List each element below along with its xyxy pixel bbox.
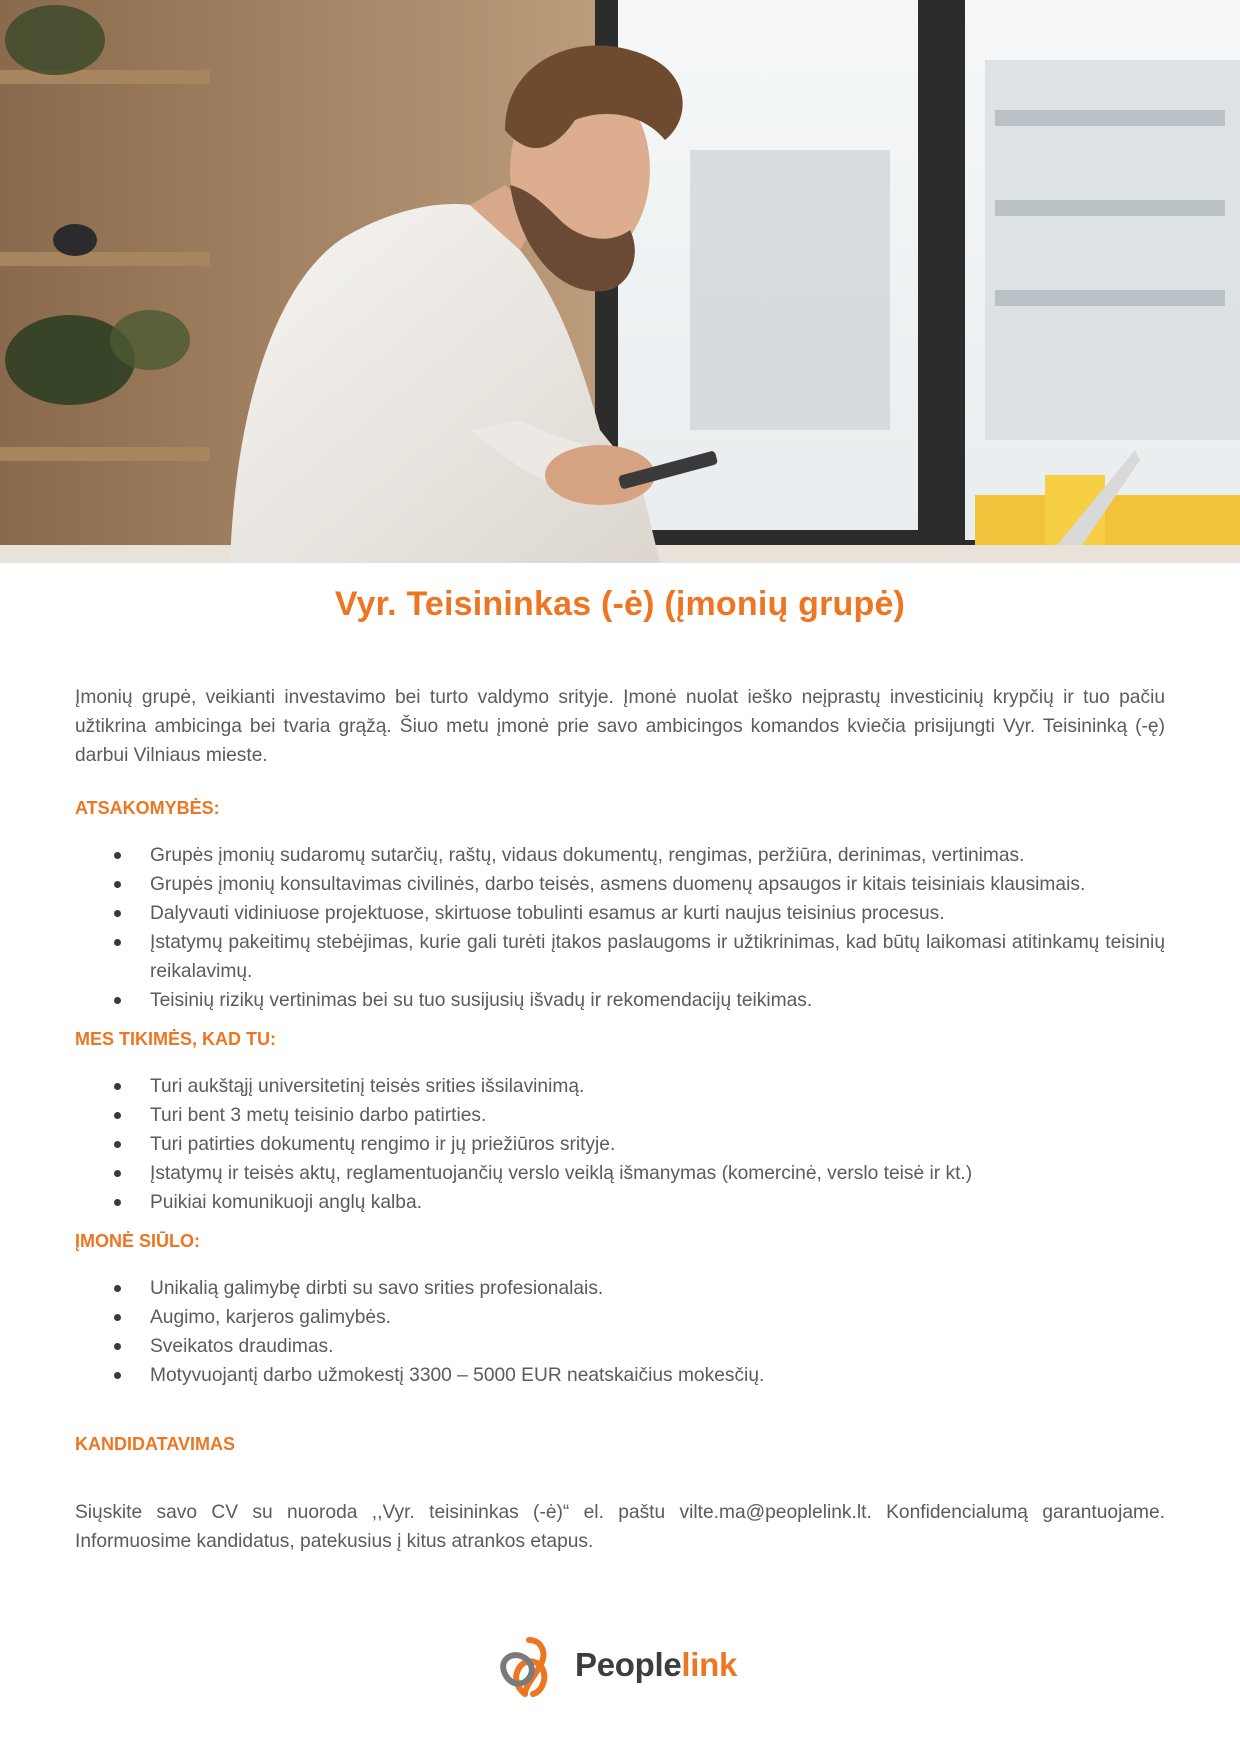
bullet-icon bbox=[114, 1141, 121, 1148]
section-requirements bbox=[75, 1025, 1165, 1217]
list-item: Turi bent 3 metų teisinio darbo patirties. bbox=[75, 1101, 1165, 1130]
peoplelink-logo bbox=[495, 1634, 755, 1700]
bullet-icon bbox=[114, 1112, 121, 1119]
list-item: Grupės įmonių sudaromų sutarčių, raštų, vidaus dokumentų, rengimas, peržiūra, derinimas, vertinimas. bbox=[75, 841, 1165, 870]
job-title: Vyr. Teisininkas (-ė) (įmonių grupė) bbox=[334, 585, 906, 623]
bullet-list bbox=[75, 841, 1165, 1015]
logo-wordmark: Peoplelink bbox=[575, 1646, 738, 1683]
peoplelink-logo-icon bbox=[495, 1634, 565, 1700]
list-item: Teisinių rizikų vertinimas bei su tuo susijusių išvadų ir rekomendacijų teikimas. bbox=[75, 986, 1165, 1015]
bullet-icon bbox=[114, 910, 121, 917]
list-item: Puikiai komunikuoji anglų kalba. bbox=[75, 1188, 1165, 1217]
list-item: Dalyvauti vidiniuose projektuose, skirtuose tobulinti esamus ar kurti naujus teisinius procesus. bbox=[75, 899, 1165, 928]
bullet-icon bbox=[114, 1285, 121, 1292]
bullet-icon bbox=[114, 1170, 121, 1177]
bullet-icon bbox=[114, 1083, 121, 1090]
list-item: Augimo, karjeros galimybės. bbox=[75, 1303, 1165, 1332]
list-item: Įstatymų ir teisės aktų, reglamentuojančių verslo veiklą išmanymas (komercinė, verslo teisė ir kt.) bbox=[75, 1159, 1165, 1188]
section-offer bbox=[75, 1227, 1165, 1390]
bullet-icon bbox=[114, 1314, 121, 1321]
bullet-icon bbox=[114, 997, 121, 1004]
list-item: Unikalią galimybę dirbti su savo srities profesionalais. bbox=[75, 1274, 1165, 1303]
bullet-list bbox=[75, 1274, 1165, 1390]
list-item: Sveikatos draudimas. bbox=[75, 1332, 1165, 1361]
bullet-icon bbox=[114, 1372, 121, 1379]
list-item: Turi patirties dokumentų rengimo ir jų priežiūros srityje. bbox=[75, 1130, 1165, 1159]
section-heading: ĮMONĖ SIŪLO: bbox=[75, 1231, 200, 1251]
bullet-icon bbox=[114, 1199, 121, 1206]
apply-heading: KANDIDATAVIMAS bbox=[75, 1434, 235, 1454]
list-item: Įstatymų pakeitimų stebėjimas, kurie gali turėti įtakos paslaugoms ir užtikrinimas, kad būtų laikomasi atitinkamų teisinių reikalavimų. bbox=[75, 928, 1165, 986]
section-responsibilities bbox=[75, 794, 1165, 1015]
bullet-icon bbox=[114, 939, 121, 946]
section-heading: MES TIKIMĖS, KAD TU: bbox=[75, 1029, 276, 1049]
list-item: Motyvuojantį darbo užmokestį 3300 – 5000 EUR neatskaičius mokesčių. bbox=[75, 1361, 1165, 1390]
list-item: Grupės įmonių konsultavimas civilinės, darbo teisės, asmens duomenų apsaugos ir kitais teisiniais klausimais. bbox=[75, 870, 1165, 899]
job-description bbox=[75, 683, 1165, 1556]
intro-paragraph: Įmonių grupė, veikianti investavimo bei turto valdymo srityje. Įmonė nuolat ieško neįprastų investicinių krypčių ir tuo pačiu užtikrina ambicinga bei tvaria grąžą. Šiuo metu įmonė prie savo ambicingos komandos kviečia prisijungti Vyr. Teisininką (-ę) darbui Vilniaus mieste. bbox=[75, 687, 1165, 766]
bullet-icon bbox=[114, 1343, 121, 1350]
apply-paragraph: Siųskite savo CV su nuoroda ,,Vyr. teisininkas (-ė)“ el. paštu vilte.ma@peoplelink.lt. Konfidencialumą garantuojame. Informuosime kandidatus, patekusius į kitus atrankos etapus. bbox=[75, 1502, 1165, 1552]
section-heading: ATSAKOMYBĖS: bbox=[75, 798, 220, 818]
bullet-icon bbox=[114, 881, 121, 888]
bullet-list bbox=[75, 1072, 1165, 1217]
list-item: Turi aukštąjį universitetinį teisės srities išsilavinimą. bbox=[75, 1072, 1165, 1101]
hero-photo bbox=[0, 0, 1240, 563]
bullet-icon bbox=[114, 852, 121, 859]
